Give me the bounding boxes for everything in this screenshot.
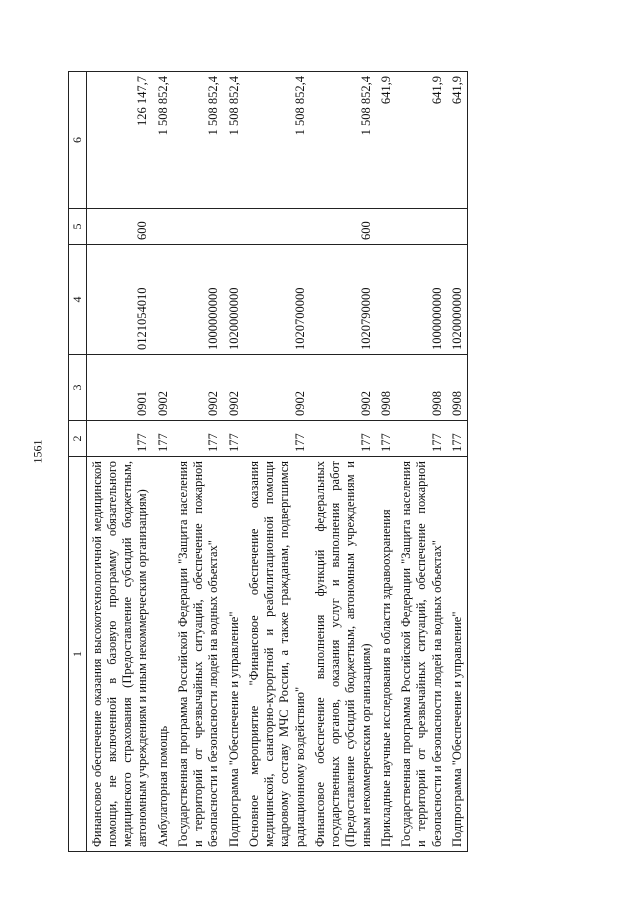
header-col-6: 6: [69, 72, 87, 209]
row-ministry: 177: [244, 421, 310, 457]
row-ministry: 177: [447, 421, 468, 457]
row-name: Подпрограмма "Обеспечение и управление": [224, 457, 244, 852]
table-row: [153, 72, 173, 852]
page-number: 1561: [30, 439, 45, 464]
header-col-5: 5: [69, 209, 87, 245]
row-target: 1020000000: [447, 245, 468, 355]
row-section: 0908: [447, 355, 468, 421]
row-ministry: 177: [396, 421, 447, 457]
rotated-table-wrapper: [68, 72, 598, 852]
row-expense-type: [396, 209, 447, 245]
table-row: [86, 72, 153, 852]
row-amount: 1 508 852,4: [224, 72, 244, 209]
row-ministry: 177: [376, 421, 396, 457]
row-section: 0901: [86, 355, 153, 421]
header-col-3: 3: [69, 355, 87, 421]
row-ministry: 177: [153, 421, 173, 457]
table-row: [173, 72, 224, 852]
row-expense-type: [447, 209, 468, 245]
row-section: 0908: [396, 355, 447, 421]
row-expense-type: 600: [310, 209, 376, 245]
row-amount: 1 508 852,4: [153, 72, 173, 209]
row-ministry: 177: [310, 421, 376, 457]
table-row: [376, 72, 396, 852]
header-col-2: 2: [69, 421, 87, 457]
row-name: Амбулаторная помощь: [153, 457, 173, 852]
row-name: Финансовое обеспечение выполнения функций федеральных государственных органов, оказания услуг и выполнения работ (Предоставление субсидий бюджетным, автономным учреждениям и иным некоммерческим организациям): [310, 457, 376, 852]
row-name: Государственная программа Российской Федерации "Защита населения и территорий от чрезвычайных ситуаций, обеспечение пожарной безопасности и безопасности людей на водных объектах": [173, 457, 224, 852]
budget-table: [68, 71, 468, 852]
table-row: [447, 72, 468, 852]
row-target: 1020790000: [310, 245, 376, 355]
row-section: 0902: [153, 355, 173, 421]
row-target: [376, 245, 396, 355]
row-expense-type: [173, 209, 224, 245]
row-amount: 1 508 852,4: [310, 72, 376, 209]
row-target: [153, 245, 173, 355]
row-section: 0902: [310, 355, 376, 421]
table-row: [310, 72, 376, 852]
row-amount: 641,9: [376, 72, 396, 209]
header-col-4: 4: [69, 245, 87, 355]
row-name: Прикладные научные исследования в области здравоохранения: [376, 457, 396, 852]
row-target: 0121054010: [86, 245, 153, 355]
row-target: 1020700000: [244, 245, 310, 355]
row-section: 0902: [173, 355, 224, 421]
row-expense-type: [153, 209, 173, 245]
row-section: 0902: [224, 355, 244, 421]
row-section: 0908: [376, 355, 396, 421]
row-section: 0902: [244, 355, 310, 421]
row-name: Подпрограмма "Обеспечение и управление": [447, 457, 468, 852]
row-amount: 641,9: [447, 72, 468, 209]
row-expense-type: [224, 209, 244, 245]
table-row: [224, 72, 244, 852]
row-target: 1000000000: [173, 245, 224, 355]
row-amount: 1 508 852,4: [173, 72, 224, 209]
table-row: [396, 72, 447, 852]
header-col-1: 1: [69, 457, 87, 852]
row-ministry: 177: [173, 421, 224, 457]
row-expense-type: [376, 209, 396, 245]
row-target: 1020000000: [224, 245, 244, 355]
row-expense-type: 600: [86, 209, 153, 245]
row-amount: 126 147,7: [86, 72, 153, 209]
row-name: Основное мероприятие "Финансовое обеспечение оказания медицинской, санаторно-курортной и реабилитационной помощи кадровому составу МЧС России, а также гражданам, подвергшимся радиационному воздействию": [244, 457, 310, 852]
row-amount: 1 508 852,4: [244, 72, 310, 209]
row-ministry: 177: [224, 421, 244, 457]
row-target: 1000000000: [396, 245, 447, 355]
row-name: Финансовое обеспечение оказания высокотехнологичной медицинской помощи, не включенной в базовую программу обязательного медицинского страхования (Предоставление субсидий бюджетным, автономным учреждениям и иным некоммерческим организациям): [86, 457, 153, 852]
row-expense-type: [244, 209, 310, 245]
row-name: Государственная программа Российской Федерации "Защита населения и территорий от чрезвычайных ситуаций, обеспечение пожарной безопасности и безопасности людей на водных объектах": [396, 457, 447, 852]
header-row: [69, 72, 87, 852]
table-row: [244, 72, 310, 852]
row-ministry: 177: [86, 421, 153, 457]
row-amount: 641,9: [396, 72, 447, 209]
